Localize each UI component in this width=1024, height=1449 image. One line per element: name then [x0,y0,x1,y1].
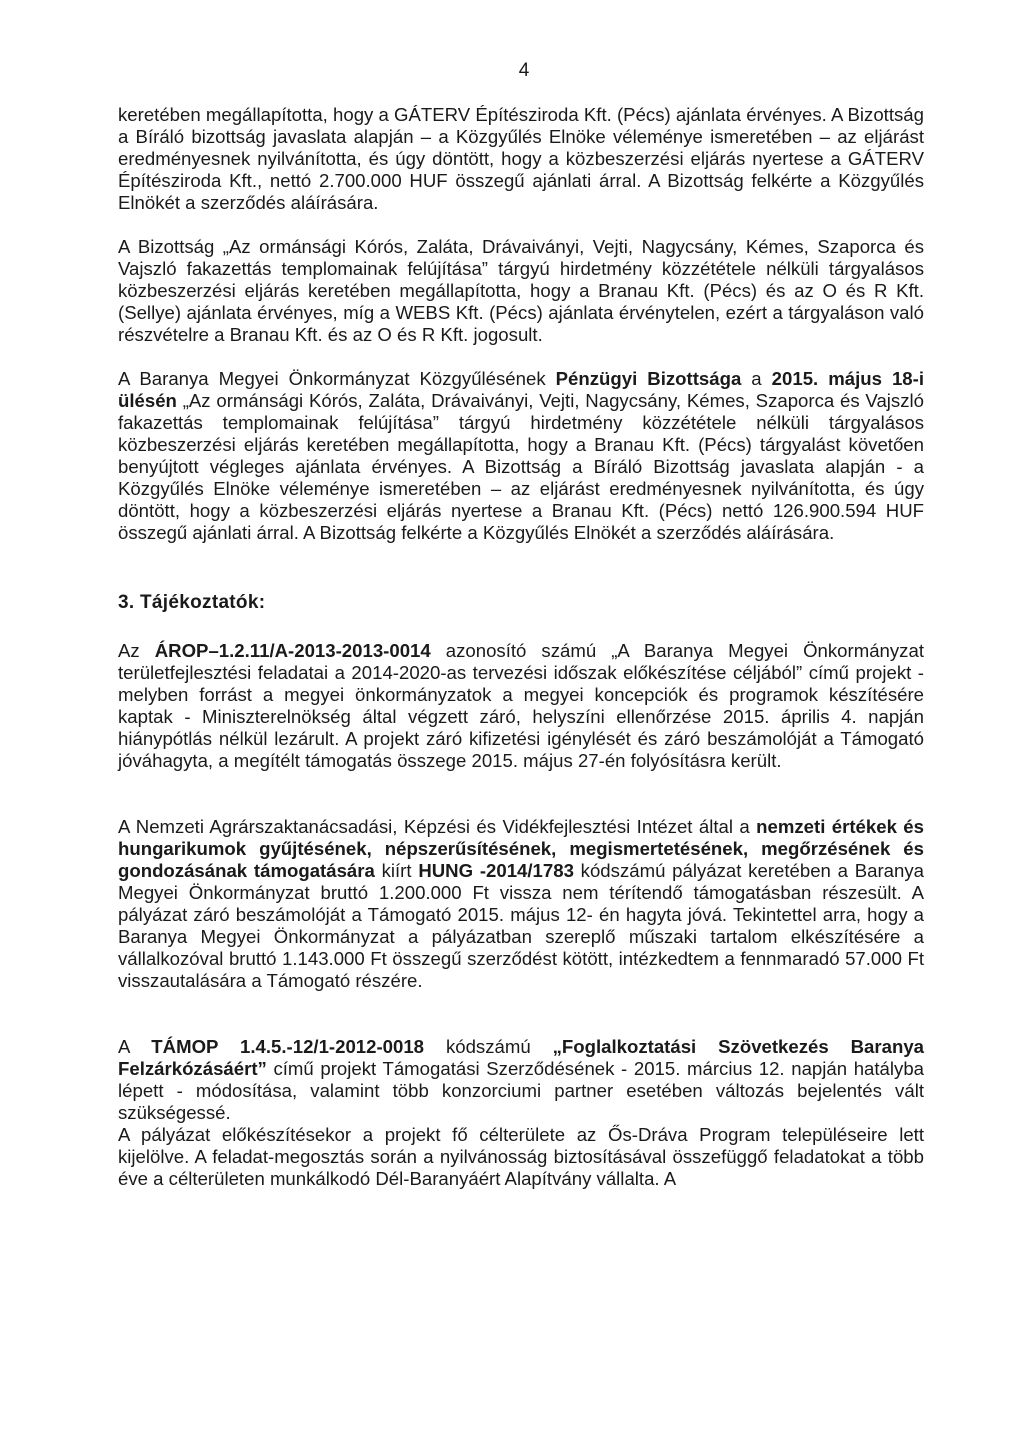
document-body [118,104,924,1190]
text-segment: azonosító számú „A Baranya Megyei Önkormányzat területfejlesztési feladatai a 2014-2020-as tervezési időszak előkészítése céljából” című projekt - melyben forrást a megyei önkormányzatok a megyei koncepciók és programok készítésére kaptak - Miniszterelnökség által végzett záró, helyszíni ellenőrzése 2015. április 4. napján hiánypótlás nélkül lezárult. A projekt záró kifizetési igénylését és záró beszámolóját a Támogató jóváhagyta, a megítélt támogatás összege 2015. május 27-én folyósításra került. [118,640,924,771]
paragraph-target-area: A pályázat előkészítésekor a projekt fő célterülete az Ős-Dráva Program településeire lett kijelölve. A feladat-megosztás során a nyilvánosság biztosításával összefüggő feladatokat a több éve a célterületen munkálkodó Dél-Baranyáért Alapítvány vállalta. A [118,1124,924,1189]
bold-grant-code: HUNG -2014/1783 [418,860,574,881]
paragraph-tender-ormansag: A Bizottság „Az ormánsági Kórós, Zaláta, Drávaiványi, Vejti, Nagycsány, Kémes, Szaporca és Vajszló fakazettás templomainak felújítása” tárgyú hirdetmény közzététele nélküli tárgyalásos közbeszerzési eljárás keretében megállapította, hogy a Branau Kft. (Pécs) és az O és R Kft. (Sellye) ajánlata érvényes, míg a WEBS Kft. (Pécs) ajánlata érvénytelen, ezért a tárgyaláson való részvételre a Branau Kft. és az O és R Kft. jogosult. [118,236,924,345]
paragraph-hungarikum-grant [118,816,924,992]
text-segment: A [118,1036,152,1057]
paragraph-financial-committee [118,368,924,544]
text-segment: kódszámú [424,1036,553,1057]
paragraph-tamop-project [118,1036,924,1124]
paragraph-gaterv: keretében megállapította, hogy a GÁTERV Építésziroda Kft. (Pécs) ajánlata érvényes. A Bizottság a Bíráló bizottság javaslata alapján – a Közgyűlés Elnöke véleménye ismeretében – az eljárást eredményesnek nyilvánította, és úgy döntött, hogy a közbeszerzési eljárás nyertese a GÁTERV Építésziroda Kft., nettó 2.700.000 HUF összegű ajánlati árral. A Bizottság felkérte a Közgyűlés Elnökét a szerződés aláírására. [118,104,924,213]
bold-tamop-title: „Foglalkoztatási Szövetkezés Baranya Felzárkózásáért” [118,1036,925,1079]
text-segment: a [741,368,772,389]
bold-project-code: ÁROP–1.2.11/A-2013-2013-0014 [154,640,431,661]
text-segment: A Baranya Megyei Önkormányzat Közgyűlésének [118,368,556,389]
text-segment: Az [118,640,155,661]
text-segment: kiírt [374,860,419,881]
bold-committee-name: Pénzügyi Bizottsága [555,368,742,389]
text-segment: című projekt Támogatási Szerződésének - 2015. március 12. napján hatályba lépett - módosítása, valamint több konzorciumi partner esetében változás bejelentés vált szükségessé. [118,1058,924,1123]
section-heading-tajekoztatok: 3. Tájékoztatók: [118,592,266,613]
bold-meeting-date: 2015. május 18-i ülésén [118,368,924,411]
text-segment: kódszámú pályázat keretében a Baranya Megyei Önkormányzat bruttó 1.200.000 Ft vissza nem térítendő támogatásban részesült. A pályázat záró beszámolóját a Támogató 2015. május 12- én hagyta jóvá. Tekintettel arra, hogy a Baranya Megyei Önkormányzat a pályázatban szereplő műszaki tartalom elkészítésére a vállalkozóval bruttó 1.143.000 Ft összegű szerződést kötött, intézkedtem a fennmaradó 57.000 Ft visszautalására a Támogató részére. [118,860,924,991]
paragraph-arop-project [118,640,924,772]
text-segment: A Nemzeti Agrárszaktanácsadási, Képzési és Vidékfejlesztési Intézet által a [118,816,757,837]
bold-grant-purpose: nemzeti értékek és hungarikumok gyűjtésének, népszerűsítésének, megismertetésének, megőrzésének és gondozásának támogatására [118,816,924,881]
bold-tamop-code: TÁMOP 1.4.5.-12/1-2012-0018 [151,1036,425,1057]
text-segment: „Az ormánsági Kórós, Zaláta, Drávaiványi, Vejti, Nagycsány, Kémes, Szaporca és Vajszló fakazettás templomainak felújítása” tárgyú hirdetmény közzététele nélküli tárgyalásos közbeszerzési eljárás keretében megállapította, hogy a Branau Kft. (Pécs) tárgyalást követően benyújtott végleges ajánlata érvényes. A Bizottság a Bíráló Bizottság javaslata alapján - a Közgyűlés Elnöke véleménye ismeretében – az eljárást eredményesnek nyilvánította, és úgy döntött, hogy a közbeszerzési eljárás nyertese a Branau Kft. (Pécs) nettó 126.900.594 HUF összegű ajánlati árral. A Bizottság felkérte a Közgyűlés Elnökét a szerződés aláírására. [118,390,924,543]
page-number: 4 [518,60,530,81]
